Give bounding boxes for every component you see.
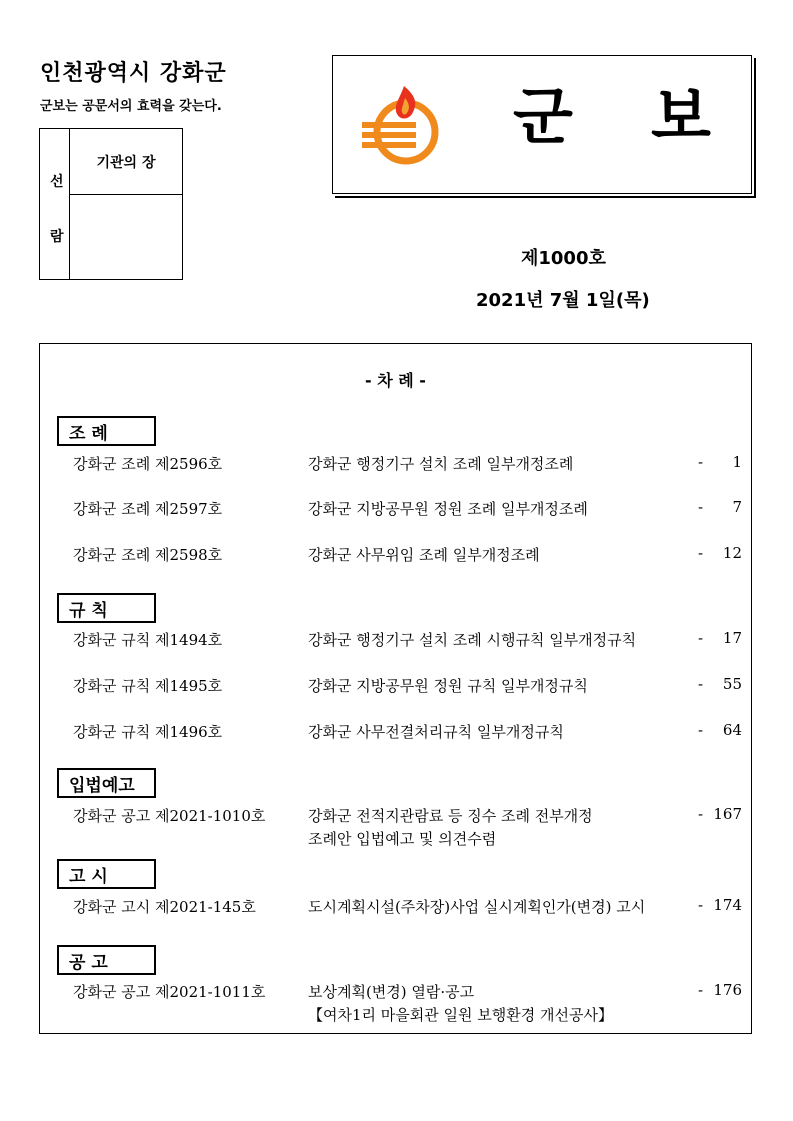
issuer-name: 인천광역시 강화군 [40, 61, 227, 86]
entry-title[interactable]: 강화군 지방공무원 정원 규칙 일부개정규칙 [308, 677, 588, 695]
entry-title-continued: 조례안 입법예고 및 의견수렴 [308, 830, 497, 848]
entry-page: 64 [722, 721, 742, 739]
entry-page: 12 [722, 544, 742, 562]
entry-dash: - [698, 805, 704, 823]
entry-title[interactable]: 강화군 행정기구 설치 조례 일부개정조례 [308, 455, 574, 473]
entry-dash: - [698, 721, 704, 739]
entry-page: 55 [722, 675, 742, 693]
entry-title-continued: 【여차1리 마을회관 일원 보행환경 개선공사】 [308, 1006, 613, 1024]
effect-note: 군보는 공문서의 효력을 갖는다. [40, 99, 222, 114]
approval-box [39, 128, 183, 280]
entry-page: 176 [713, 981, 742, 999]
entry-title[interactable]: 강화군 사무위임 조례 일부개정조례 [308, 546, 540, 564]
entry-number: 강화군 공고 제2021-1011호 [73, 983, 266, 1001]
entry-title[interactable]: 보상계획(변경) 열람·공고 [308, 983, 475, 1001]
title-char-bo: 보 [651, 80, 711, 153]
entry-dash: - [698, 629, 704, 647]
entry-number: 강화군 규칙 제1494호 [73, 631, 223, 649]
entry-dash: - [698, 498, 704, 516]
approval-side-char-1: 선 [50, 174, 64, 190]
entry-number: 강화군 공고 제2021-1010호 [73, 807, 266, 825]
entry-number: 강화군 조례 제2597호 [73, 500, 223, 518]
entry-number: 강화군 조례 제2596호 [73, 455, 223, 473]
entry-number: 강화군 조례 제2598호 [73, 546, 223, 564]
approval-head-label: 기관의 장 [70, 129, 182, 195]
issue-date: 2021년 7월 1일(목) [476, 290, 650, 311]
entry-dash: - [698, 675, 704, 693]
entry-title[interactable]: 강화군 전적지관람료 등 징수 조례 전부개정 [308, 807, 593, 825]
entry-dash: - [698, 544, 704, 562]
entry-dash: - [698, 981, 704, 999]
entry-page: 17 [722, 629, 742, 647]
entry-number: 강화군 고시 제2021-145호 [73, 898, 256, 916]
entry-number: 강화군 규칙 제1495호 [73, 677, 223, 695]
entry-dash: - [698, 896, 704, 914]
section-heading-rule: 규 칙 [57, 593, 156, 623]
entry-number: 강화군 규칙 제1496호 [73, 723, 223, 741]
entry-page: 7 [732, 498, 742, 516]
toc-title: - 차 례 - [365, 371, 426, 390]
section-heading-public-notification: 고 시 [57, 859, 156, 889]
entry-title[interactable]: 강화군 행정기구 설치 조례 시행규칙 일부개정규칙 [308, 631, 637, 649]
entry-dash: - [698, 453, 704, 471]
county-emblem-icon [360, 82, 444, 166]
entry-title[interactable]: 강화군 사무전결처리규칙 일부개정규칙 [308, 723, 564, 741]
entry-page: 174 [713, 896, 742, 914]
approval-side [40, 129, 70, 279]
section-heading-legislative-notice: 입법예고 [57, 768, 156, 798]
section-heading-public-announcement: 공 고 [57, 945, 156, 975]
issue-number: 제1000호 [521, 248, 606, 269]
entry-title[interactable]: 강화군 지방공무원 정원 조례 일부개정조례 [308, 500, 588, 518]
entry-page: 1 [732, 453, 742, 471]
gazette-title-box [332, 55, 752, 194]
section-heading-ordinance: 조 례 [57, 416, 156, 446]
entry-title[interactable]: 도시계획시설(주차장)사업 실시계획인가(변경) 고시 [308, 898, 646, 916]
table-of-contents [39, 343, 752, 1034]
approval-side-char-2: 람 [50, 229, 64, 245]
entry-page: 167 [713, 805, 742, 823]
title-char-gun: 군 [513, 80, 573, 153]
